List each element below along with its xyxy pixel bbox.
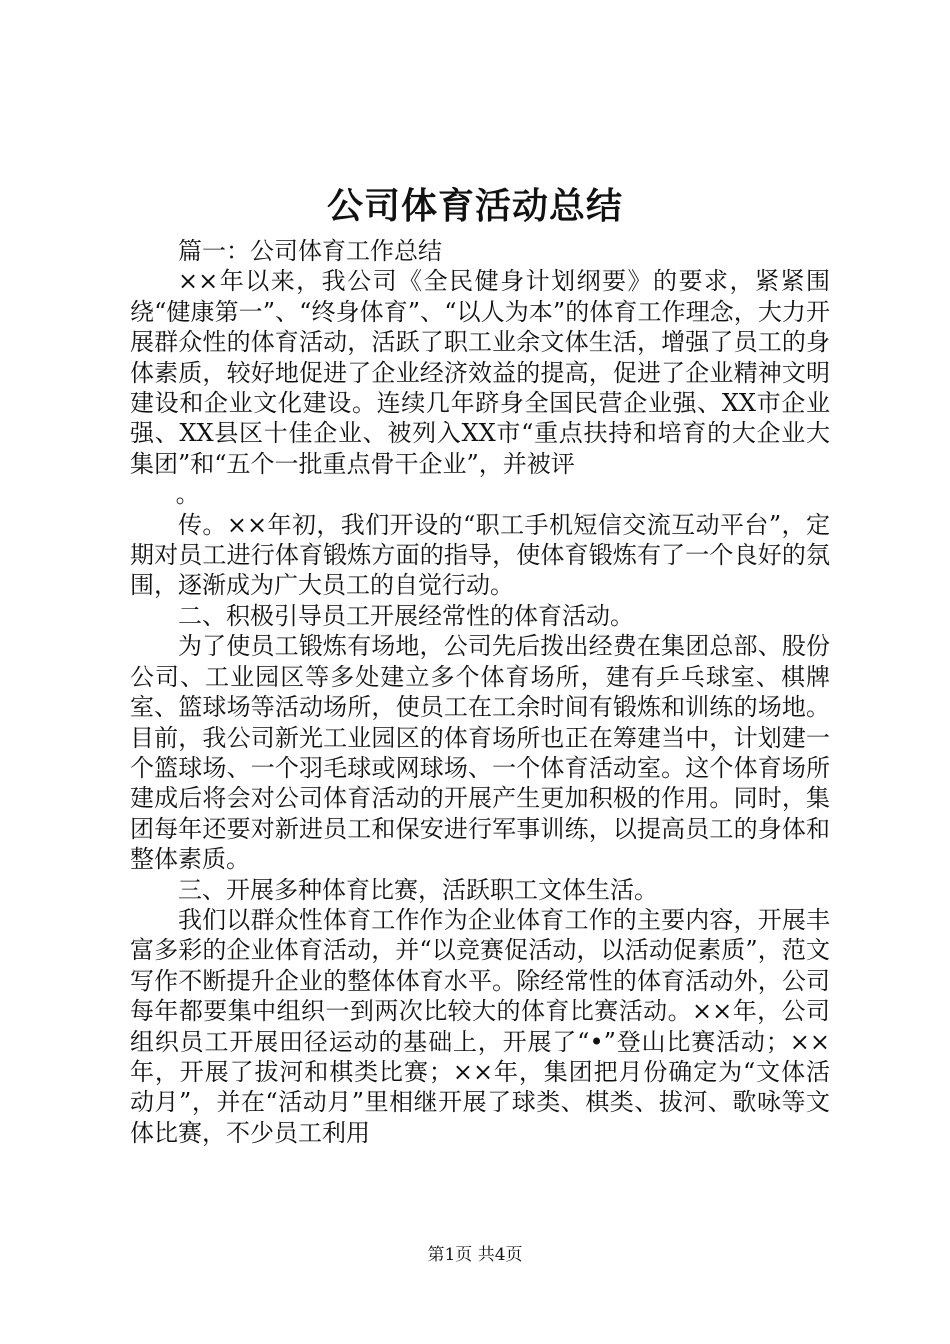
- paragraph: ××年以来，我公司《全民健身计划纲要》的要求，紧紧围绕“健康第一”、“终身体育”、“以人为本”的体育工作理念，大力开展群众性的体育活动，活跃了职工业余文体生活，增强了员工的身体素质，较好地促进了企业经济效益的提高，促进了企业精神文明建设和企业文化建设。连续几年跻身全国民营企业强、XX市企业强、XX县区十佳企业、被列入XX市“重点扶持和培育的大企业大集团”和“五个一批重点骨干企业”，并被评: [130, 267, 830, 478]
- section-heading: 篇一：公司体育工作总结: [178, 237, 442, 265]
- section-heading: 二、积极引导员工开展经常性的体育活动。: [178, 601, 634, 630]
- page-number-footer: 第1页 共4页: [427, 1245, 523, 1265]
- document-body: [130, 236, 830, 1148]
- document-title: 公司体育活动总结: [326, 186, 623, 227]
- paragraph: 为了使员工锻炼有场地，公司先后拨出经费在集团总部、股份公司、工业园区等多处建立多个体育场所，建有乒乓球室、棋牌室、篮球场等活动场所，使员工在工余时间有锻炼和训练的场地。目前，我公司新光工业园区的体育场所也正在筹建当中，计划建一个篮球场、一个羽毛球或网球场、一个体育活动室。这个体育场所建成后将会对公司体育活动的开展产生更加积极的作用。同时，集团每年还要对新进员工和保安进行军事训练，以提高员工的身体和整体素质。: [130, 632, 830, 874]
- section-heading: 三、开展多种体育比赛，活跃职工文体生活。: [178, 875, 658, 904]
- paragraph: 我们以群众性体育工作作为企业体育工作的主要内容，开展丰富多彩的企业体育活动，并“以竞赛促活动，以活动促素质”，范文写作不断提升企业的整体体育水平。除经常性的体育活动外，公司每年都要集中组织一到两次比较大的体育比赛活动。××年，公司组织员工开展田径运动的基础上，开展了“•”登山比赛活动；××年，开展了拔河和棋类比赛；××年，集团把月份确定为“文体活动月”，并在“活动月”里相继开展了球类、棋类、拔河、歌咏等文体比赛，不少员工利用: [130, 905, 830, 1147]
- paragraph: 。: [175, 480, 200, 509]
- paragraph: 传。××年初，我们开设的“职工手机短信交流互动平台”，定期对员工进行体育锻炼方面的指导，使体育锻炼有了一个良好的氛围，逐渐成为广大员工的自觉行动。: [130, 510, 830, 600]
